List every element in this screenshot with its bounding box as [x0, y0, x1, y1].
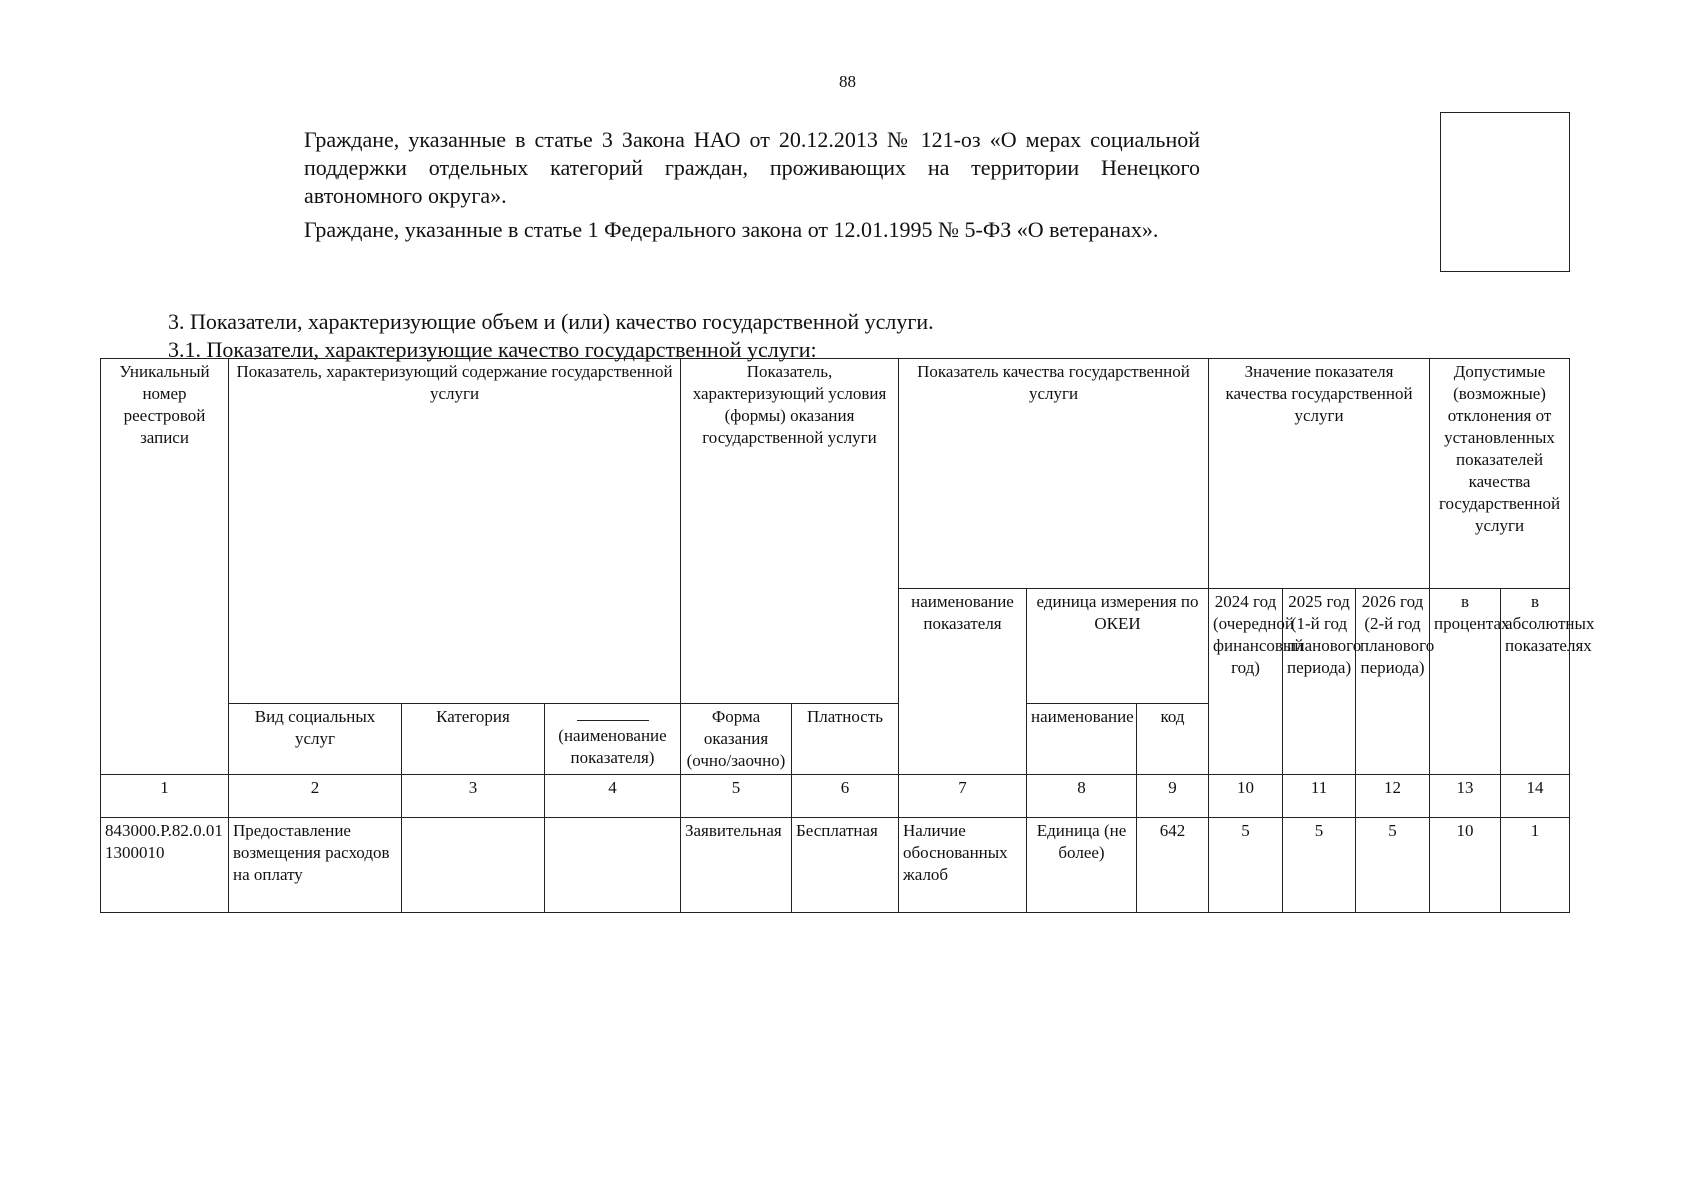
cell-quality-indicator: Наличие обоснованных жалоб	[899, 818, 1027, 913]
cell-deviation-absolute: 1	[1501, 818, 1570, 913]
header-service-form: Форма оказания (очно/заочно)	[681, 704, 792, 775]
side-box	[1440, 112, 1570, 272]
column-number: 2	[229, 775, 402, 818]
header-unique-number: Уникальный номер реестровой записи	[101, 359, 229, 775]
column-number: 14	[1501, 775, 1570, 818]
intro-paragraph: Граждане, указанные в статье 1 Федерального закона от 12.01.1995 № 5-ФЗ «О ветеранах».	[304, 217, 1159, 242]
header-year-2024: 2024 год (очередной финансовый год)	[1209, 589, 1283, 775]
cell-category	[402, 818, 545, 913]
header-payment: Платность	[792, 704, 899, 775]
header-okei-unit: единица измерения по ОКЕИ	[1027, 589, 1209, 704]
quality-indicators-table	[100, 358, 1595, 913]
table-row	[101, 818, 1570, 913]
header-year-2026: 2026 год (2-й год планового периода)	[1356, 589, 1430, 775]
cell-value-2024: 5	[1209, 818, 1283, 913]
header-absolute: в абсолютных показателях	[1501, 589, 1570, 775]
header-conditions-indicator: Показатель, характеризующий условия (формы) оказания государственной услуги	[681, 359, 899, 704]
cell-okei-name: Единица (не более)	[1027, 818, 1137, 913]
column-number: 4	[545, 775, 681, 818]
placeholder-label: (наименование показателя)	[558, 726, 667, 767]
header-indicator-placeholder	[545, 704, 681, 775]
header-category: Категория	[402, 704, 545, 775]
subsection-heading: 3.1. Показатели, характеризующие качество государственной услуги:	[168, 337, 817, 362]
cell-payment: Бесплатная	[792, 818, 899, 913]
header-service-type: Вид социальных услуг	[229, 704, 402, 775]
column-number: 6	[792, 775, 899, 818]
header-quality-value: Значение показателя качества государственной услуги	[1209, 359, 1430, 589]
cell-indicator	[545, 818, 681, 913]
header-deviations: Допустимые (возможные) отклонения от установленных показателей качества государственной услуги	[1430, 359, 1570, 589]
cell-value-2025: 5	[1283, 818, 1356, 913]
intro-text	[304, 126, 1200, 250]
blank-line	[577, 720, 649, 721]
column-number: 8	[1027, 775, 1137, 818]
cell-service-form: Заявительная	[681, 818, 792, 913]
column-number: 10	[1209, 775, 1283, 818]
header-content-indicator: Показатель, характеризующий содержание государственной услуги	[229, 359, 681, 704]
header-okei-name: наименование	[1027, 704, 1137, 775]
intro-paragraph: Граждане, указанные в статье 3 Закона НАО от 20.12.2013 № 121-оз «О мерах социальной поддержки отдельных категорий граждан, проживающих на территории Ненецкого автономного округа».	[304, 127, 1200, 208]
column-number: 3	[402, 775, 545, 818]
header-quality-indicator: Показатель качества государственной услуги	[899, 359, 1209, 589]
header-indicator-name: наименование показателя	[899, 589, 1027, 775]
page-number: 88	[839, 72, 856, 91]
column-number: 1	[101, 775, 229, 818]
cell-service-type: Предоставление возмещения расходов на оплату	[229, 818, 402, 913]
header-percent: в процентах	[1430, 589, 1501, 775]
cell-okei-code: 642	[1137, 818, 1209, 913]
column-number: 11	[1283, 775, 1356, 818]
cell-unique-number: 843000.Р.82.0.011300010	[101, 818, 229, 913]
column-number: 5	[681, 775, 792, 818]
column-numbers-row	[101, 775, 1570, 818]
column-number: 12	[1356, 775, 1430, 818]
section-heading: 3. Показатели, характеризующие объем и (или) качество государственной услуги.	[168, 309, 934, 334]
header-okei-code: код	[1137, 704, 1209, 775]
column-number: 9	[1137, 775, 1209, 818]
cell-value-2026: 5	[1356, 818, 1430, 913]
header-year-2025: 2025 год (1-й год планового периода)	[1283, 589, 1356, 775]
column-number: 7	[899, 775, 1027, 818]
cell-deviation-percent: 10	[1430, 818, 1501, 913]
column-number: 13	[1430, 775, 1501, 818]
